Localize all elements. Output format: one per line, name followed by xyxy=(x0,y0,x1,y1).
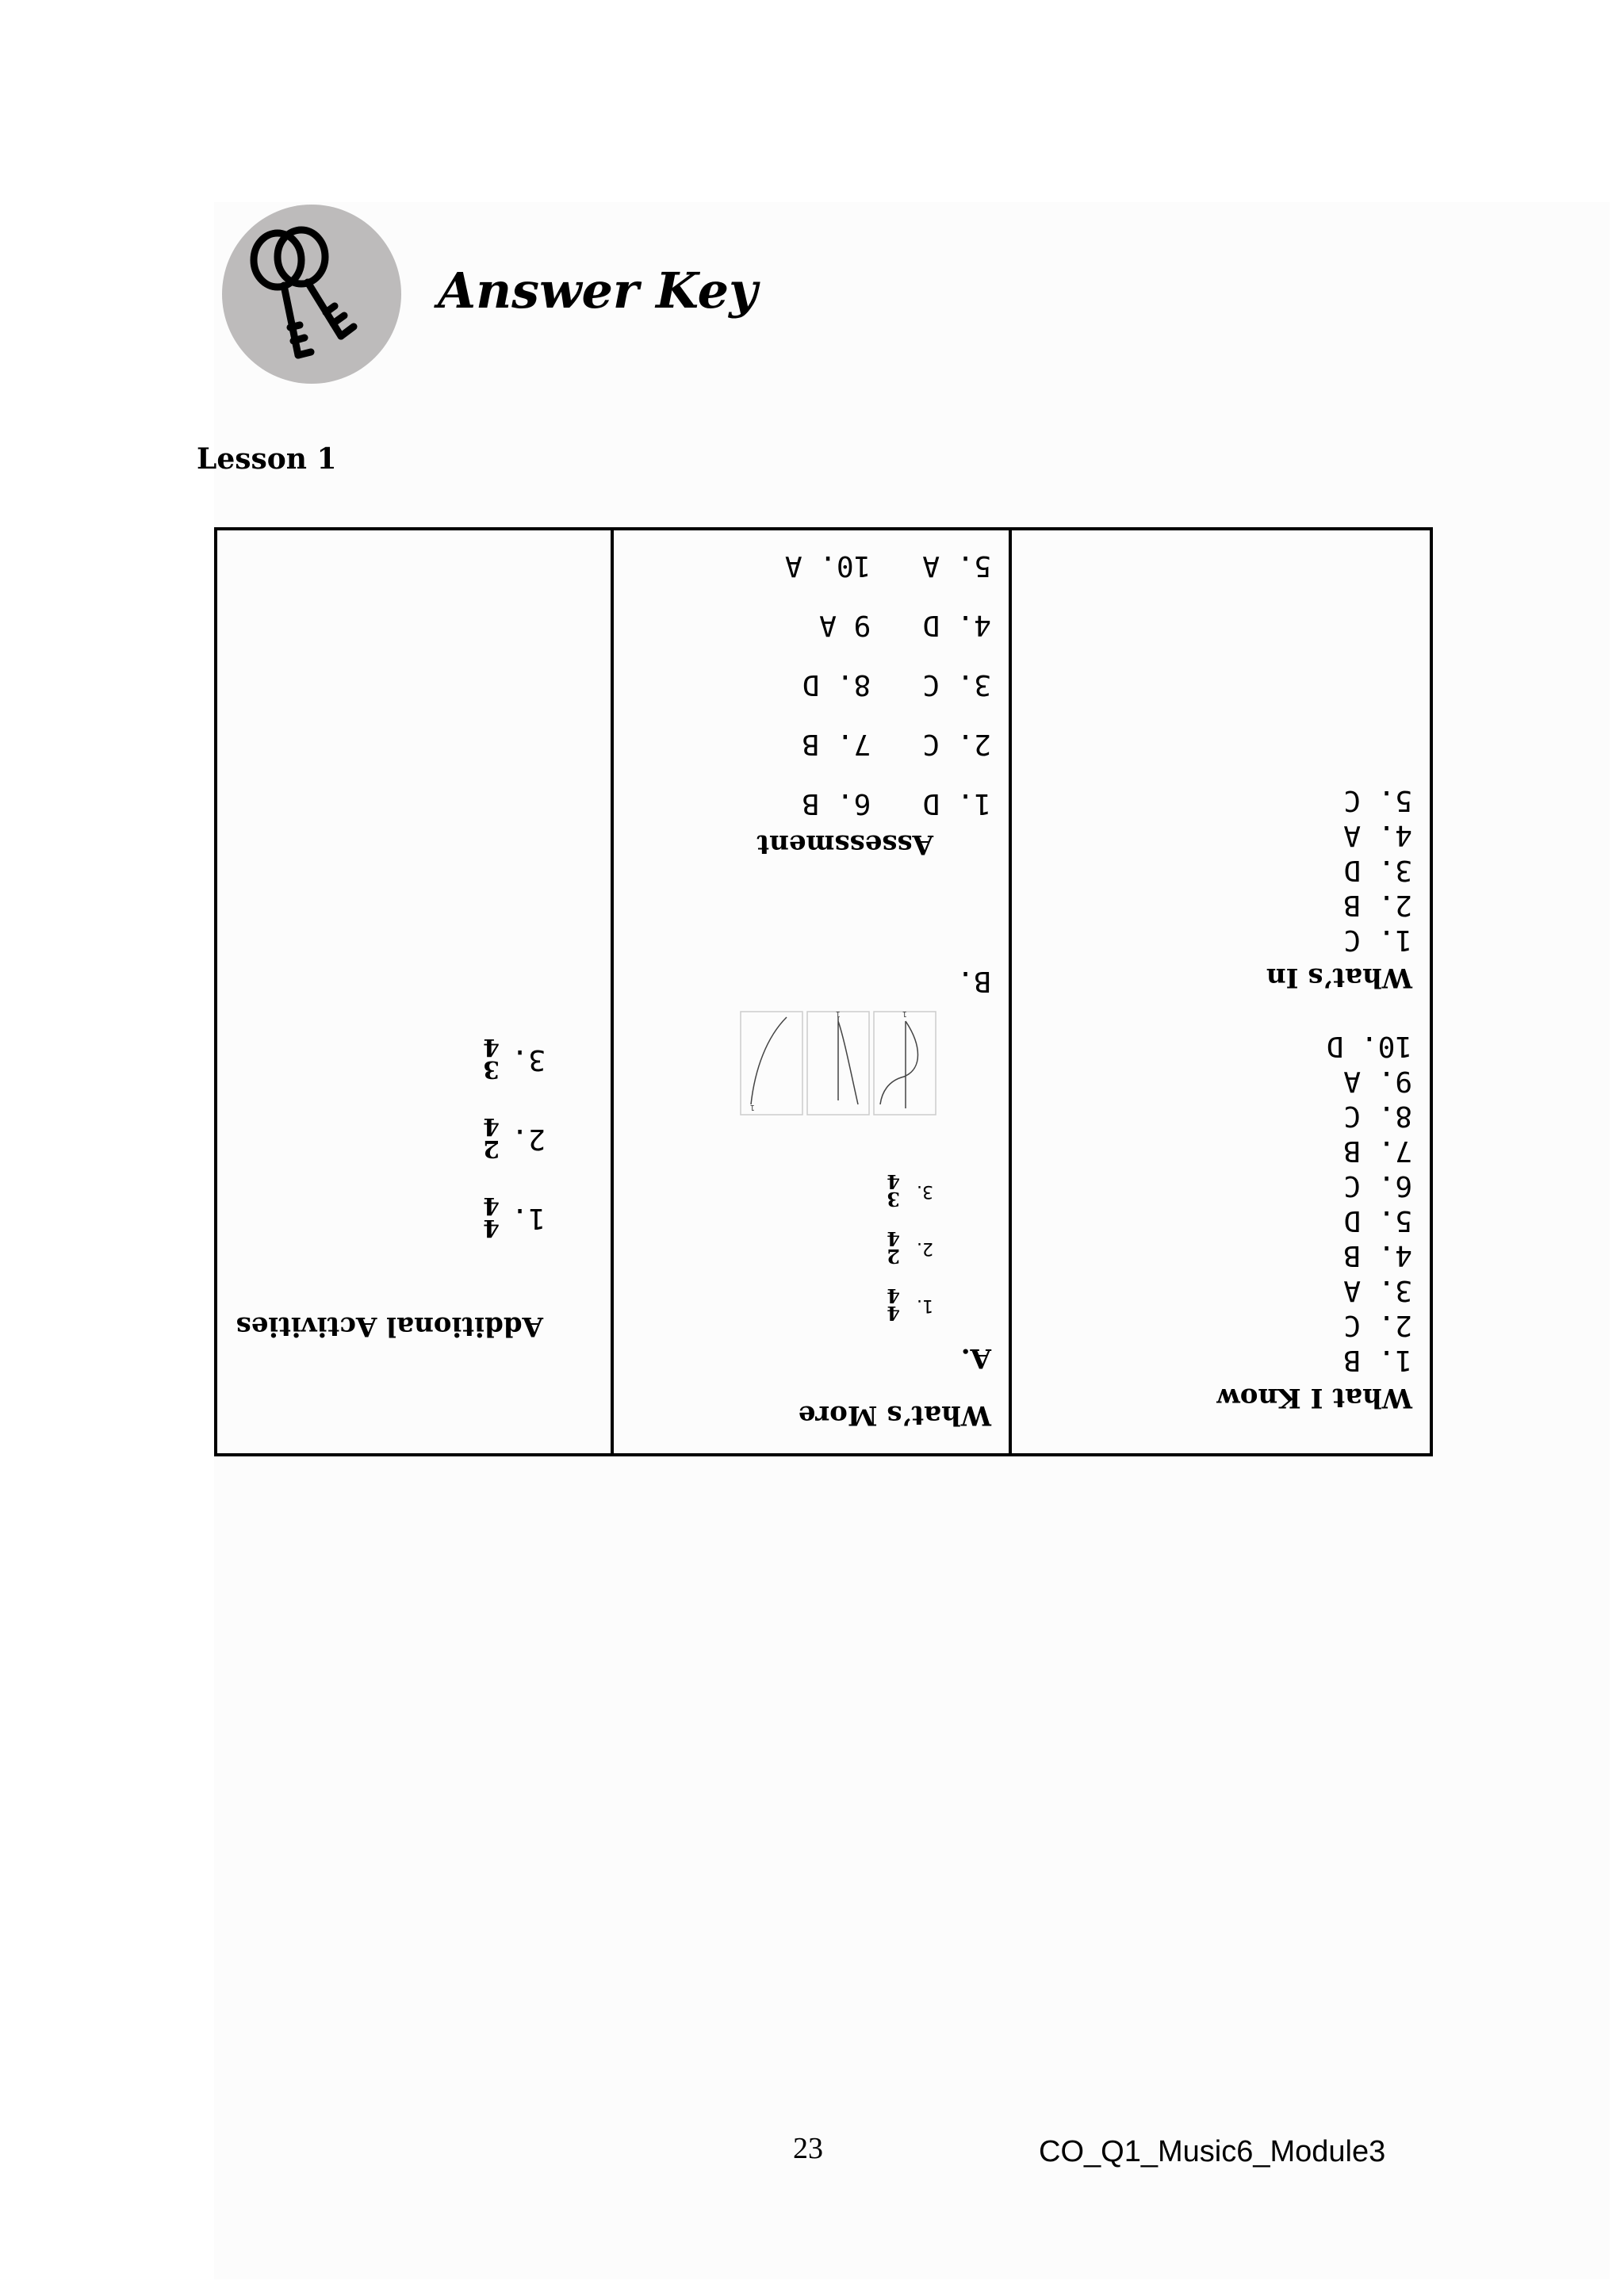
answer-item: 5. D xyxy=(1343,1204,1412,1237)
answer-item: 8. C xyxy=(1343,1100,1412,1132)
answer-item: 6. C xyxy=(1343,1169,1412,1202)
answer-item: 7. B xyxy=(1343,1135,1412,1167)
whats-more-heading: What’s More xyxy=(798,1399,991,1431)
assessment-row: 3. C 8. D xyxy=(802,668,991,701)
key-icon xyxy=(222,205,401,384)
answer-item: 10. D xyxy=(1326,1030,1412,1062)
what-i-know-column xyxy=(1012,530,1430,1453)
additional-heading: Additional Activities xyxy=(236,1311,543,1342)
answer-item: 2. B xyxy=(1343,889,1412,921)
assessment-row: 1. D 6. B xyxy=(802,787,991,820)
answer-item: 5. C xyxy=(1343,784,1412,817)
whats-more-column: What’s More A. 1. 4 4 2. 2 4 3. 3 4 B. 1 1 1 Assessment 1. D 6. B 2. C 7. B 3. C 8. D 4. D 9 A 5. A 10. A xyxy=(614,530,1009,1453)
conducting-pattern-diagrams xyxy=(739,1005,937,1116)
part-b-label: B. xyxy=(956,965,991,997)
answer-item: 1. B xyxy=(1343,1344,1412,1376)
part-a-label: A. xyxy=(960,1342,991,1374)
page-title: Answer Key xyxy=(438,262,758,320)
answer-item: 3. D xyxy=(1343,854,1412,886)
answer-item: 1. C xyxy=(1343,924,1412,956)
svg-text:1: 1 xyxy=(749,1103,755,1112)
answer-table xyxy=(214,527,1433,1456)
assessment-row: 5. A 10. A xyxy=(784,549,991,582)
additional-activities-column: Additional Activities 1. 4 4 2. 2 4 3. 3 4 xyxy=(236,1033,546,1342)
fraction: 4 4 xyxy=(483,1192,500,1242)
assessment-row: 4. D 9 A xyxy=(819,609,991,641)
module-code: CO_Q1_Music6_Module3 xyxy=(1039,2135,1386,2168)
what-i-know-heading: What I Know xyxy=(1216,1382,1412,1414)
lesson-label: Lesson 1 xyxy=(197,442,337,476)
answer-item: 3. A xyxy=(1343,1274,1412,1307)
assessment-row: 2. C 7. B xyxy=(802,728,991,760)
fraction: 3 4 xyxy=(483,1033,500,1083)
svg-text:1: 1 xyxy=(902,1009,907,1018)
answer-item: 2. C xyxy=(1343,1309,1412,1341)
page-number: 23 xyxy=(793,2132,823,2165)
whats-in-heading: What’s In xyxy=(1266,962,1412,993)
fraction: 3 4 xyxy=(887,1170,900,1211)
svg-text:1: 1 xyxy=(835,1009,841,1018)
answer-item: 4. B xyxy=(1343,1239,1412,1272)
answer-item: 9. A xyxy=(1343,1065,1412,1097)
answer-item: 4. A xyxy=(1343,819,1412,851)
assessment-heading: Assessment xyxy=(756,828,933,860)
fraction: 2 4 xyxy=(887,1227,900,1268)
fraction: 2 4 xyxy=(483,1112,500,1162)
fraction: 4 4 xyxy=(887,1284,900,1325)
